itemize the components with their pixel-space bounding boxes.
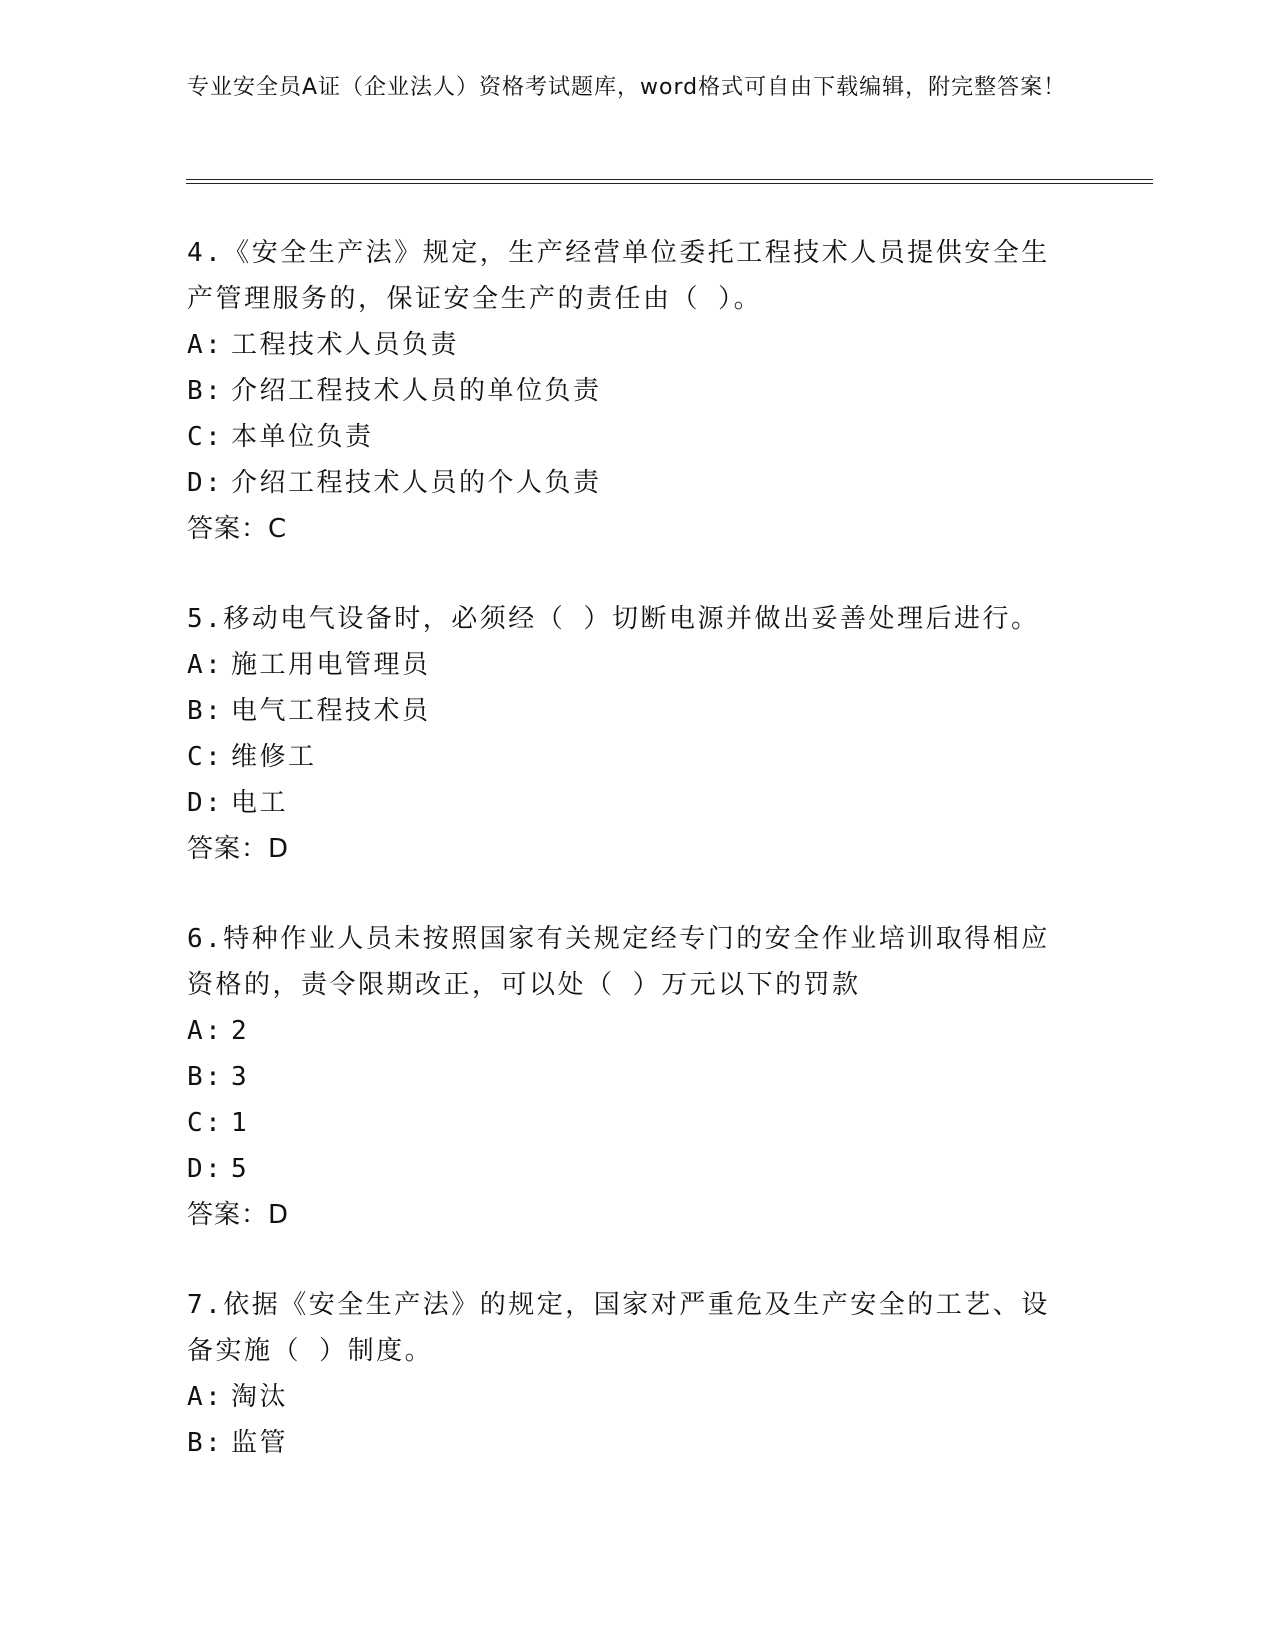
question-6 bbox=[187, 916, 1067, 1238]
option-a bbox=[187, 1008, 1067, 1054]
option-text: 工程技术人员负责 bbox=[231, 330, 460, 360]
option-key: A: bbox=[187, 330, 224, 360]
option-key: D: bbox=[187, 468, 224, 498]
option-key: A: bbox=[187, 1016, 224, 1046]
answer-label: 答案：D bbox=[187, 834, 290, 864]
option-text: 介绍工程技术人员的单位负责 bbox=[231, 376, 602, 406]
document-header: 专业安全员A证（企业法人）资格考试题库，word格式可自由下载编辑，附完整答案！ bbox=[187, 75, 1067, 100]
option-a bbox=[187, 1374, 1067, 1420]
option-key: B: bbox=[187, 1428, 224, 1458]
question-stem: 5.移动电气设备时，必须经（ ）切断电源并做出妥善处理后进行。 bbox=[187, 604, 1040, 634]
option-key: C: bbox=[187, 422, 224, 452]
option-b bbox=[187, 688, 1067, 734]
question-7 bbox=[187, 1282, 1067, 1466]
option-key: C: bbox=[187, 1108, 224, 1138]
header-divider-top bbox=[186, 179, 1153, 180]
option-text: 电工 bbox=[231, 788, 289, 818]
option-d bbox=[187, 780, 1067, 826]
question-stem: 4.《安全生产法》规定，生产经营单位委托工程技术人员提供安全生产管理服务的，保证安全生产的责任由（ ）。 bbox=[187, 238, 1050, 314]
option-text: 5 bbox=[231, 1154, 250, 1184]
question-4 bbox=[187, 230, 1067, 552]
question-list bbox=[187, 230, 1067, 1510]
option-key: D: bbox=[187, 1154, 224, 1184]
option-b bbox=[187, 1420, 1067, 1466]
answer-label: 答案：D bbox=[187, 1200, 290, 1230]
option-b bbox=[187, 1054, 1067, 1100]
option-key: A: bbox=[187, 1382, 224, 1412]
header-divider-bottom bbox=[186, 183, 1153, 184]
option-key: C: bbox=[187, 742, 224, 772]
option-text: 监管 bbox=[231, 1428, 289, 1458]
option-key: B: bbox=[187, 376, 224, 406]
option-key: A: bbox=[187, 650, 224, 680]
option-a bbox=[187, 322, 1067, 368]
option-text: 2 bbox=[231, 1016, 250, 1046]
option-text: 施工用电管理员 bbox=[231, 650, 431, 680]
option-key: B: bbox=[187, 696, 224, 726]
question-stem: 6.特种作业人员未按照国家有关规定经专门的安全作业培训取得相应资格的，责令限期改正，可以处（ ）万元以下的罚款 bbox=[187, 924, 1050, 1000]
option-text: 3 bbox=[231, 1062, 250, 1092]
option-text: 介绍工程技术人员的个人负责 bbox=[231, 468, 602, 498]
option-key: D: bbox=[187, 788, 224, 818]
option-c bbox=[187, 734, 1067, 780]
option-text: 维修工 bbox=[231, 742, 317, 772]
option-text: 淘汰 bbox=[231, 1382, 289, 1412]
option-d bbox=[187, 460, 1067, 506]
question-5 bbox=[187, 596, 1067, 872]
option-text: 本单位负责 bbox=[231, 422, 374, 452]
option-c bbox=[187, 414, 1067, 460]
option-d bbox=[187, 1146, 1067, 1192]
question-stem: 7.依据《安全生产法》的规定，国家对严重危及生产安全的工艺、设备实施（ ）制度。 bbox=[187, 1290, 1050, 1366]
option-b bbox=[187, 368, 1067, 414]
option-key: B: bbox=[187, 1062, 224, 1092]
option-c bbox=[187, 1100, 1067, 1146]
option-text: 1 bbox=[231, 1108, 250, 1138]
option-text: 电气工程技术员 bbox=[231, 696, 431, 726]
option-a bbox=[187, 642, 1067, 688]
answer-label: 答案：C bbox=[187, 514, 288, 544]
